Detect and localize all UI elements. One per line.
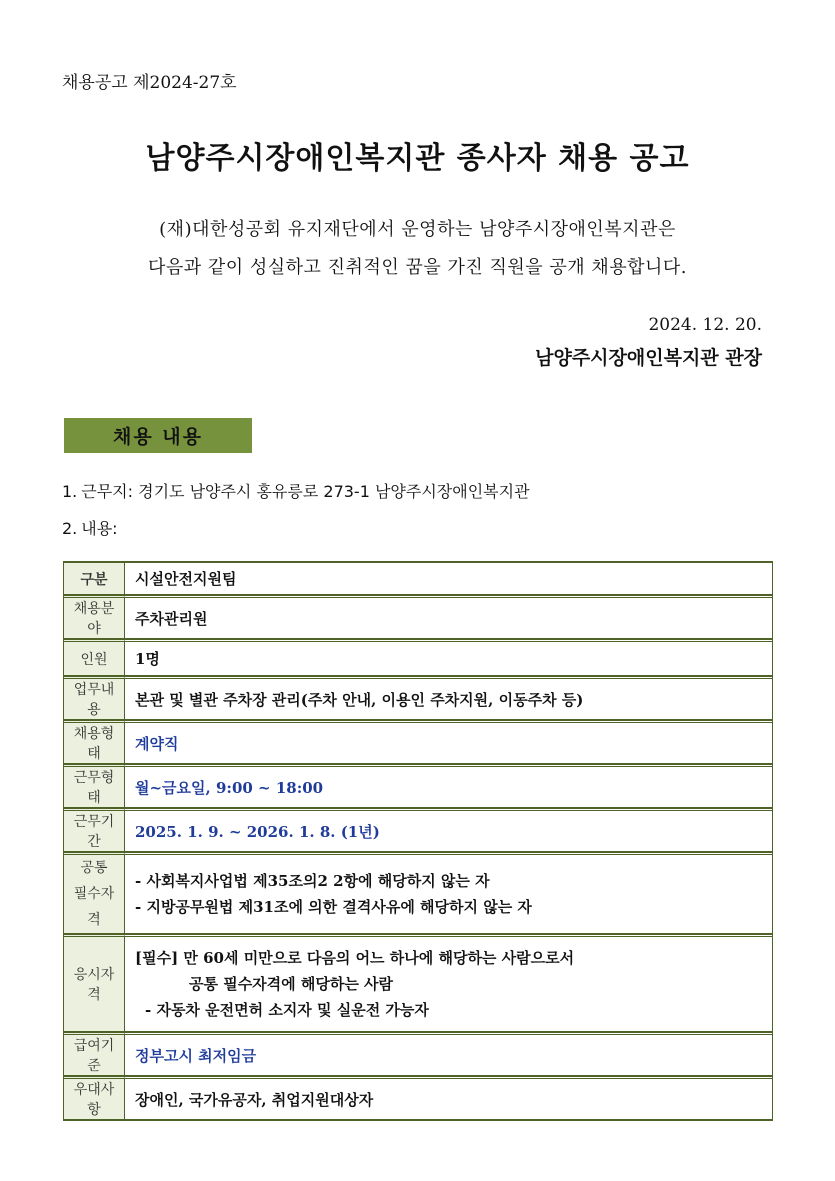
- list-item-text: 내용:: [81, 519, 118, 538]
- row-value-qualification: [125, 934, 772, 1032]
- page-title: 남양주시장애인복지관 종사자 채용 공고: [145, 141, 690, 176]
- row-value-salary: 정부고시 최저임금: [125, 1032, 772, 1076]
- label-line: 공통: [80, 860, 108, 876]
- row-value-field: 주차관리원: [125, 595, 772, 639]
- table-row: [64, 808, 772, 852]
- row-label-common-requirement: [64, 852, 125, 934]
- row-label-salary: 급여기준: [64, 1032, 125, 1076]
- table-row: [64, 562, 772, 595]
- list-item-number: 1.: [62, 482, 78, 501]
- table-row: [64, 595, 772, 639]
- row-label-employment-type: 채용형태: [64, 720, 125, 764]
- qualification-line: 공통 필수자격에 해당하는 사람: [189, 975, 394, 993]
- row-value-employment-type: 계약직: [125, 720, 772, 764]
- row-value-division: 시설안전지원팀: [125, 562, 772, 595]
- row-value-work-period: 2025. 1. 9. ~ 2026. 1. 8. (1년): [125, 808, 772, 852]
- table-row: [64, 852, 772, 934]
- table-row: [64, 639, 772, 676]
- table-row: [64, 1076, 772, 1120]
- qualification-line: - 자동차 운전면허 소지자 및 실운전 가능자: [145, 1001, 429, 1019]
- section-label: 채용 내용: [64, 418, 252, 453]
- row-label-preference: 우대사항: [64, 1076, 125, 1120]
- row-label-division: 구분: [64, 562, 125, 595]
- row-label-work-period: 근무기간: [64, 808, 125, 852]
- row-value-preference: 장애인, 국가유공자, 취업지원대상자: [125, 1076, 772, 1120]
- table-row: [64, 764, 772, 808]
- row-label-work-type: 근무형태: [64, 764, 125, 808]
- table-row: [64, 720, 772, 764]
- row-value-headcount: 1명: [125, 639, 772, 676]
- recruitment-table: [63, 561, 773, 1121]
- notice-date: 2024. 12. 20.: [648, 315, 762, 335]
- label-line: 필수자격: [73, 886, 115, 928]
- list-item-workplace: [62, 479, 534, 502]
- list-item-text: 근무지: 경기도 남양주시 홍유릉로 273-1 남양주시장애인복지관: [81, 482, 530, 501]
- row-label-qualification: 응시자격: [64, 934, 125, 1032]
- table-row: [64, 676, 772, 720]
- row-value-work-type: 월~금요일, 9:00 ~ 18:00: [125, 764, 772, 808]
- qualification-line: [필수] 만 60세 미만으로 다음의 어느 하나에 해당하는 사람으로서: [135, 949, 575, 967]
- intro-line-1: (재)대한성공회 유지재단에서 운영하는 남양주시장애인복지관은: [159, 219, 676, 240]
- row-label-field: 채용분야: [64, 595, 125, 639]
- requirement-line: - 사회복지사업법 제35조의2 2항에 해당하지 않는 자: [135, 872, 490, 890]
- row-label-duties: 업무내용: [64, 676, 125, 720]
- row-value-common-requirement: [125, 852, 772, 934]
- table-row: [64, 1032, 772, 1076]
- list-item-number: 2.: [62, 519, 78, 538]
- notice-number: 채용공고 제2024-27호: [62, 73, 237, 93]
- signer: 남양주시장애인복지관 관장: [535, 347, 762, 369]
- list-item-content: [62, 516, 122, 539]
- table-row: [64, 934, 772, 1032]
- row-value-duties: 본관 및 별관 주차장 관리(주차 안내, 이용인 주차지원, 이동주차 등): [125, 676, 772, 720]
- requirement-line: - 지방공무원법 제31조에 의한 결격사유에 해당하지 않는 자: [135, 898, 532, 916]
- intro-line-2: 다음과 같이 성실하고 진취적인 꿈을 가진 직원을 공개 채용합니다.: [148, 257, 687, 278]
- row-label-headcount: 인원: [64, 639, 125, 676]
